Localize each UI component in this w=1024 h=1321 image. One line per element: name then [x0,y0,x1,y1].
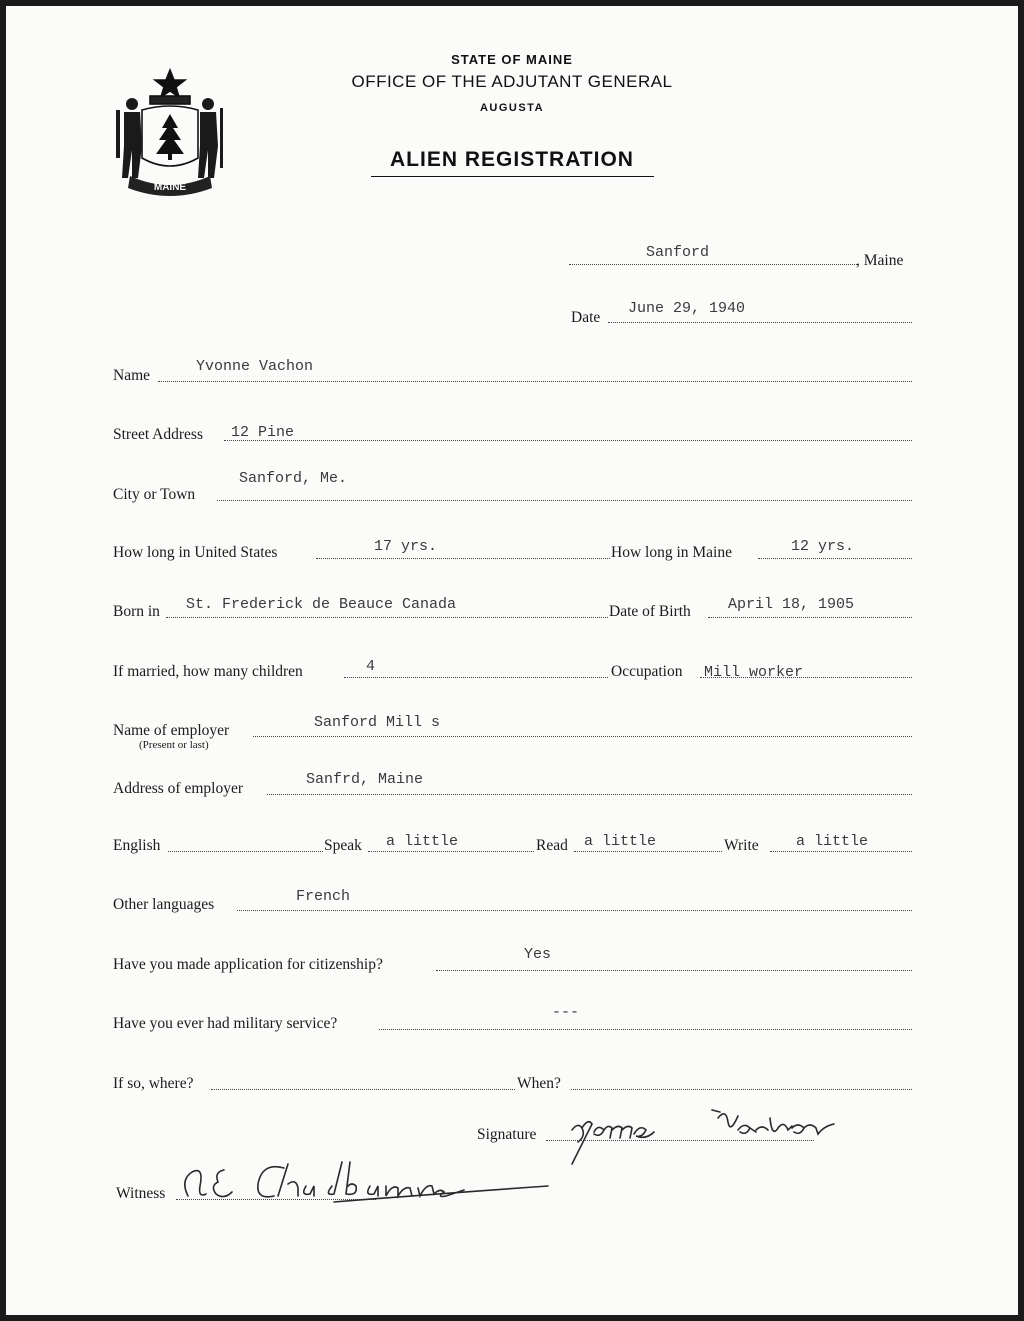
us-duration-label: How long in United States [113,544,278,561]
city-label: City or Town [113,486,196,503]
maine-duration-label: How long in Maine [611,544,732,561]
title-underline [371,176,654,177]
english-line [168,851,323,852]
dob-label: Date of Birth [609,603,691,620]
military-value: --- [552,1004,580,1021]
us-duration-line [316,558,610,559]
place-value: Sanford [646,244,710,261]
dob-line [708,617,912,618]
where-label: If so, where? [113,1075,194,1092]
other-languages-label: Other languages [113,896,215,913]
maine-duration-value: 12 yrs. [791,538,855,555]
read-label: Read [536,837,568,854]
employer-address-value: Sanfrd, Maine [306,771,424,788]
witness-handwriting [174,1156,554,1216]
citizenship-label: Have you made application for citizenship? [113,956,383,973]
street-line [224,440,912,441]
city-value: Sanford, Me. [239,470,348,487]
place-suffix: , Maine [856,252,904,269]
svg-text:MAINE: MAINE [153,182,187,193]
employer-address-label: Address of employer [113,780,243,797]
read-line [574,851,722,852]
employer-label: Name of employer [113,722,230,739]
street-value: 12 Pine [231,424,295,441]
where-line [211,1089,515,1090]
header-state: STATE OF MAINE [451,52,573,67]
born-in-label: Born in [113,603,160,620]
when-label: When? [517,1075,561,1092]
name-line [158,381,912,382]
children-line [344,677,608,678]
signature-handwriting [542,1088,842,1168]
witness-label: Witness [116,1185,166,1202]
registration-form [6,6,1018,1315]
citizenship-value: Yes [524,946,552,963]
military-label: Have you ever had military service? [113,1015,338,1032]
header-city: AUGUSTA [479,102,545,114]
write-line [770,851,912,852]
speak-line [368,851,534,852]
citizenship-line [436,970,912,971]
other-languages-line [237,910,912,911]
born-in-line [166,617,608,618]
write-label: Write [724,837,759,854]
us-duration-value: 17 yrs. [374,538,438,555]
date-label: Date [571,309,601,326]
date-value: June 29, 1940 [628,300,746,317]
maine-duration-line [758,558,912,559]
children-label: If married, how many children [113,663,303,680]
city-line [217,500,912,501]
signature-label: Signature [477,1126,537,1143]
street-label: Street Address [113,426,203,443]
speak-label: Speak [324,837,362,854]
employer-line [253,736,912,737]
form-title: ALIEN REGISTRATION [390,148,634,171]
children-value: 4 [366,658,376,675]
name-value: Yvonne Vachon [196,358,314,375]
write-value: a little [796,833,869,850]
date-line [608,322,912,323]
employer-address-line [267,794,912,795]
place-line [569,264,857,265]
occupation-value: Mill worker [704,664,804,681]
other-languages-value: French [296,888,351,905]
employer-sublabel: (Present or last) [139,739,209,751]
military-line [379,1029,912,1030]
read-value: a little [584,833,657,850]
english-label: English [113,837,161,854]
employer-value: Sanford Mill s [314,714,441,731]
speak-value: a little [386,833,459,850]
name-label: Name [113,367,151,384]
occupation-label: Occupation [611,663,683,680]
born-in-value: St. Frederick de Beauce Canada [186,596,457,613]
dob-value: April 18, 1905 [728,596,855,613]
header-office: OFFICE OF THE ADJUTANT GENERAL [351,72,673,91]
